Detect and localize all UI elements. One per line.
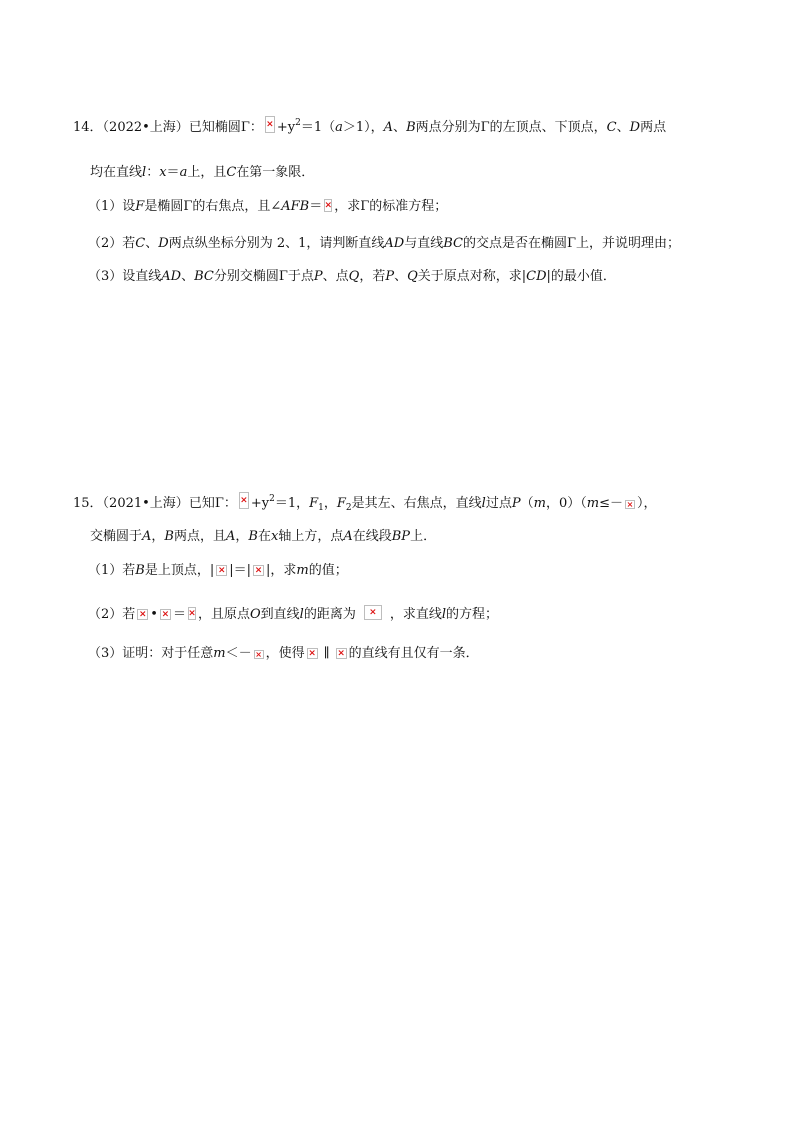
vector-image-placeholder [160,609,171,620]
problem-14-part-2: （2）若C、D两点纵坐标分别为 2、1，请判断直线AD与直线BC的交点是否在椭圆Γ上，并说明理由； [88,236,680,251]
problem-number: 15． [73,496,103,511]
problem-15-stem-line-2: 交椭圆于A，B两点，且A，B在x轴上方，点A在线段BP上． [90,529,437,544]
vector-image-placeholder [336,648,347,659]
vector-image-placeholder [307,648,318,659]
problem-source: （2022•上海） [102,120,189,135]
ellipse-fraction-image-placeholder [265,116,275,133]
problem-15-stem-line-1: 15．（2021•上海）已知Γ：× $+y^2=1$，$F_1$，$F_2$是其左、右焦点，直线l过点P（m，0）（m≤－× ）， [73,492,656,513]
problem-14-stem-line-1: 14．（2022•上海）已知椭圆Γ：× $+y^2=1(a>1)$，A、B两点分别为Γ的左顶点、下顶点，C、D两点 [73,116,666,137]
problem-source: （2021•上海） [102,496,189,511]
angle-value-image-placeholder [324,199,332,212]
ellipse-fraction-image-placeholder [239,492,249,509]
problem-14-part-3: （3）设直线AD、BC分别交椭圆Γ于点P、点Q，若P、Q关于原点对称，求|CD|的最小值． [88,269,616,284]
product-value-image-placeholder [188,607,196,620]
bound-value-image-placeholder [625,500,635,509]
problem-number: 14． [73,120,103,135]
vector-image-placeholder [216,565,227,576]
problem-15-part-1: （1）若B是上顶点，|× |＝|× |，求m的值； [88,562,348,580]
distance-value-image-placeholder [364,605,382,620]
problem-14-stem-line-2: 均在直线l：x＝a上，且C在第一象限． [90,165,315,180]
vector-image-placeholder [137,609,148,620]
bound-value-image-placeholder [254,650,264,659]
problem-15-part-2: （2）若× •× ＝× ，且原点O到直线l的距离为× ，求直线l的方程； [88,605,498,624]
problem-15-part-3: （3）证明：对于任意m＜－× ，使得× ∥× 的直线有且仅有一条． [88,645,479,663]
vector-image-placeholder [253,565,264,576]
problem-14-part-1: （1）设F是椭圆Γ的右焦点，且∠AFB＝× ，求Γ的标准方程； [88,198,447,216]
